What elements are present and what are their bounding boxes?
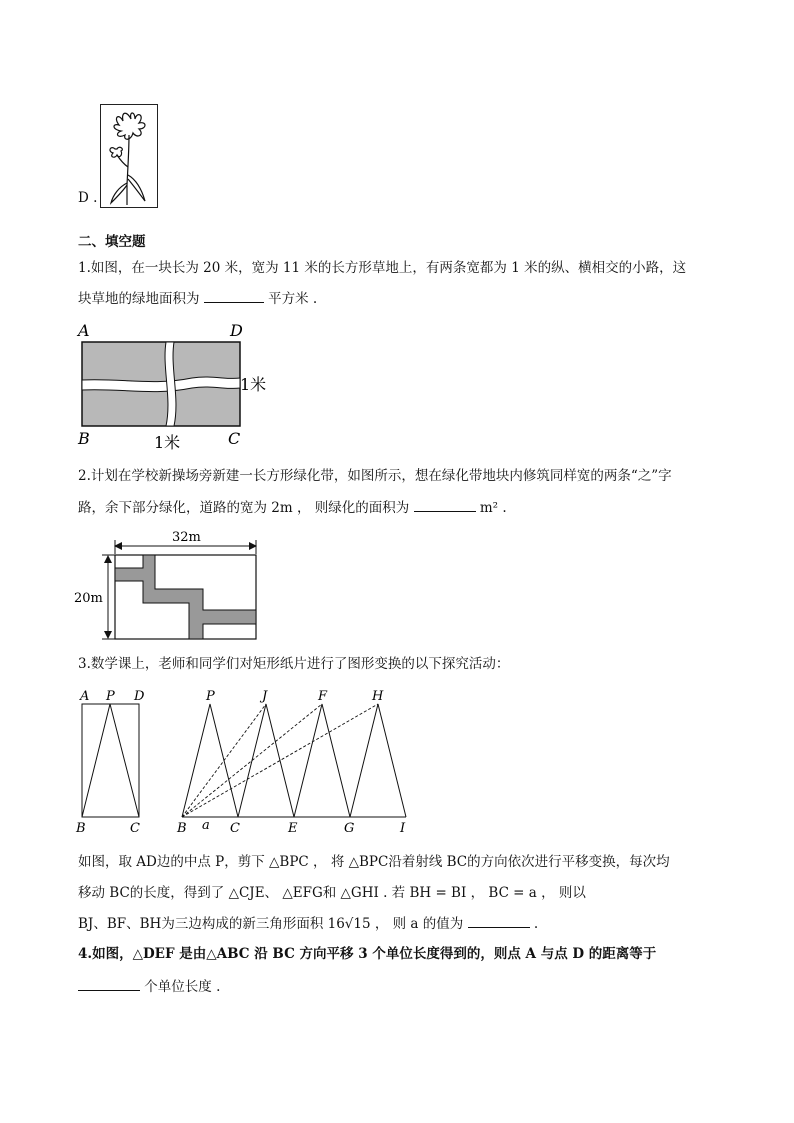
q1-label-c: C	[228, 429, 241, 448]
q3-line1: 如图，取 AD边的中点 P，剪下 △BPC ， 将 △BPC沿着射线 BC的方向依次进行平移变换，每次均	[78, 854, 670, 870]
q1-line2	[78, 288, 317, 309]
q4-line2-post: 个单位长度 .	[144, 979, 221, 995]
q2-answer-blank[interactable]	[414, 497, 476, 512]
q3-line3-post: .	[533, 916, 539, 932]
option-d-figure	[100, 104, 158, 208]
q1-label-b: B	[78, 429, 90, 448]
q3-f2-label-j: J	[262, 689, 268, 704]
q3-f2-label-e: E	[288, 821, 298, 836]
q3-f2-label-b: B	[177, 821, 187, 836]
q3-answer-blank[interactable]	[468, 913, 530, 928]
q2-figure	[72, 528, 272, 646]
q3-f2-label-c: C	[230, 821, 240, 836]
q3-line2: 移动 BC的长度，得到了 △CJE、 △EFG和 △GHI . 若 BH = BI ， BC = a ， 则以	[78, 885, 586, 901]
q3-f1-label-d: D	[134, 689, 145, 704]
q1-bottom-width-label: 1米	[154, 433, 181, 452]
q3-f2-label-i: I	[400, 821, 406, 836]
section-title: 二、填空题	[78, 234, 146, 250]
q3-figure-rectangle	[72, 684, 162, 840]
q2-height-label: 20m	[74, 591, 103, 606]
q1-line1: 1.如图，在一块长为 20 米，宽为 11 米的长方形草地上，有两条宽都为 1 米的纵、横相交的小路，这	[78, 260, 687, 276]
q2-line1: 2.计划在学校新操场旁新建一长方形绿化带，如图所示，想在绿化带地块内修筑同样宽的两条“之”字	[78, 468, 672, 484]
q3-figure-translations	[172, 684, 418, 840]
q1-answer-blank[interactable]	[204, 288, 264, 303]
q1-figure	[72, 318, 282, 453]
q3-f1-label-p: P	[106, 689, 115, 704]
q3-f1-label-a: A	[80, 689, 90, 704]
q3-f1-label-b: B	[76, 821, 86, 836]
q3-f2-label-a: a	[202, 818, 210, 833]
q3-line3	[78, 913, 538, 934]
q4-line2	[78, 976, 220, 997]
q2-line2-post: m² .	[479, 500, 507, 516]
q2-line2	[78, 497, 507, 518]
q2-width-label: 32m	[172, 530, 201, 545]
q1-label-a: A	[78, 321, 90, 340]
q1-label-d: D	[230, 321, 243, 340]
q3-f1-label-c: C	[130, 821, 140, 836]
q1-line2-post: 平方米 .	[268, 291, 318, 307]
q2-line2-pre: 路，余下部分绿化，道路的宽为 2m ， 则绿化的面积为	[78, 500, 410, 516]
q1-right-width-label: 1米	[240, 375, 267, 394]
q3-f2-label-p: P	[206, 689, 215, 704]
q1-line2-pre: 块草地的绿地面积为	[78, 291, 200, 307]
q4-line1: 4.如图，△DEF 是由△ABC 沿 BC 方向平移 3 个单位长度得到的，则点 A 与点 D 的距离等于	[78, 946, 657, 962]
q3-line3-pre: BJ、BF、BH为三边构成的新三角形面积 16√15 ， 则 a 的值为	[78, 916, 464, 932]
q3-intro: 3.数学课上，老师和同学们对矩形纸片进行了图形变换的以下探究活动：	[78, 656, 510, 672]
flower-icon	[101, 105, 157, 207]
q4-answer-blank[interactable]	[78, 976, 140, 991]
q3-f2-label-f: F	[318, 689, 328, 704]
q3-f2-label-h: H	[372, 689, 384, 704]
option-d-label: D .	[78, 190, 98, 206]
q3-f2-label-g: G	[344, 821, 355, 836]
